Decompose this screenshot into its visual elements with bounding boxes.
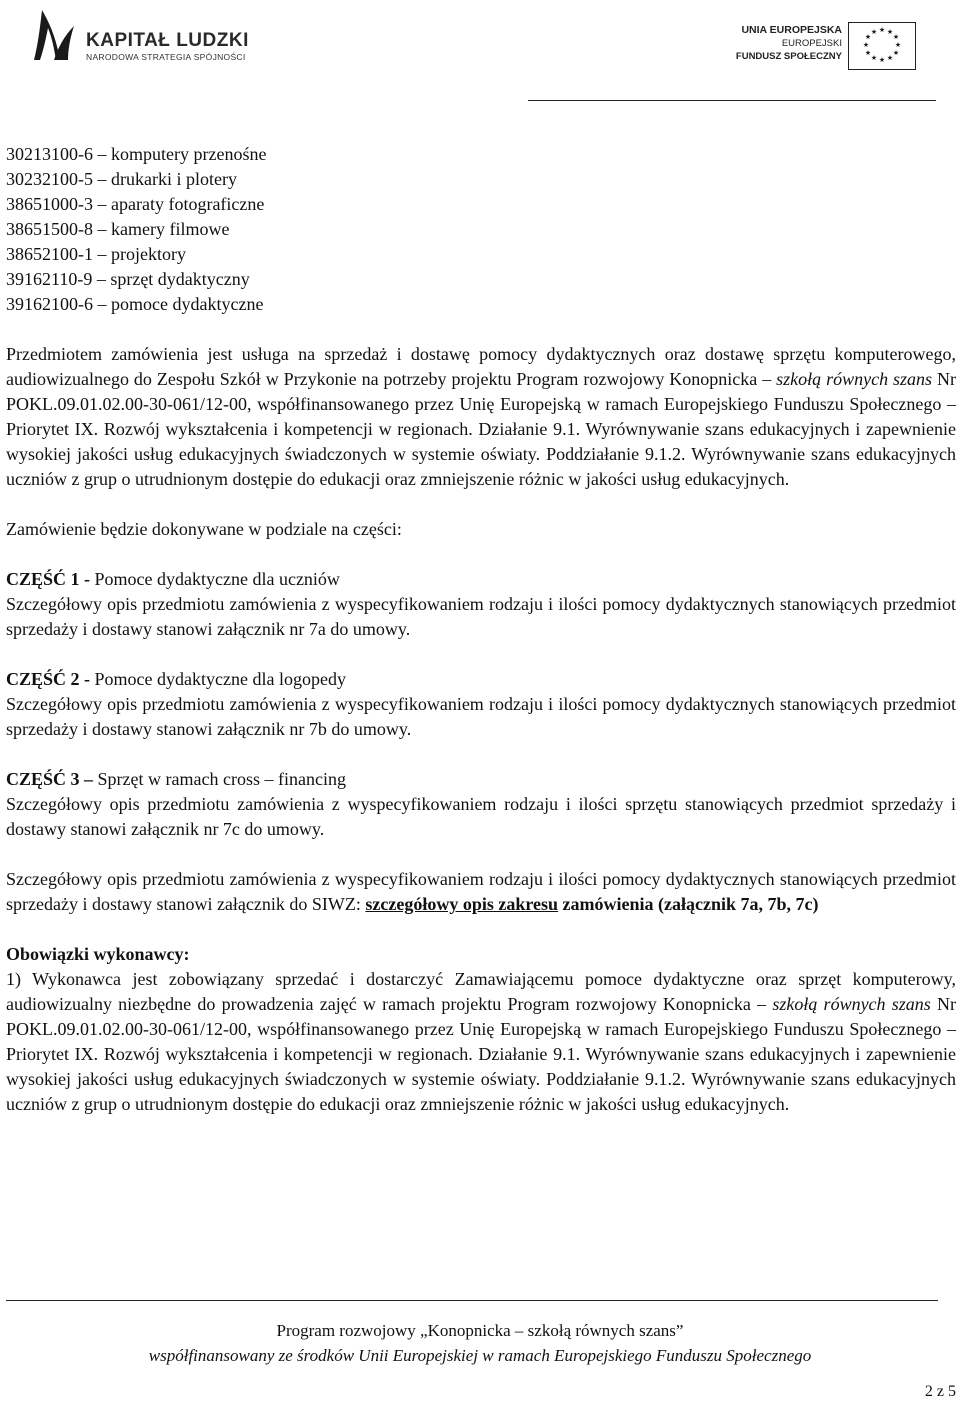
part-1-description: Szczegółowy opis przedmiotu zamówienia z wyspecyfikowaniem rodzaju i ilości pomocy dydaktycznych stanowiących przedmiot sprzedaży i dostawy stanowi załącznik nr 7a do umowy. <box>6 594 956 639</box>
list-item: 38651500-8 – kamery filmowe <box>6 219 230 239</box>
list-item: 38652100-1 – projektory <box>6 244 186 264</box>
division-paragraph: Zamówienie będzie dokonywane w podziale na części: <box>6 519 402 539</box>
part-3-section <box>6 767 956 842</box>
part-1-section <box>6 567 956 642</box>
document-body <box>6 142 956 1117</box>
eu-logo-line3: FUNDUSZ SPOŁECZNY <box>735 51 842 62</box>
eu-flag-icon <box>848 22 916 70</box>
siwz-paragraph <box>6 867 956 917</box>
obligations-text: 1) Wykonawca jest zobowiązany sprzedać i dostarczyć Zamawiającemu pomoce dydaktyczne oraz sprzęt komputerowy, audiowizualny niezbędne do prowadzenia zajęć w ramach projektu Program rozwojowy Konopnicka – <box>6 969 956 1014</box>
intro-text-cont: Nr POKL.09.01.02.00-30-061/12-00, współfinansowanego przez Unię Europejską w ramach Europejskiego Funduszu Społecznego – Priorytet IX. Rozwój wykształcenia i kompetencji w regionach. Działanie 9.1. Wyrównywanie szans edukacyjnych i zapewnienie wysokiej jakości usług edukacyjnych świadczonych w systemie oświaty. Poddziałanie 9.1.2. Wyrównywanie szans edukacyjnych uczniów z grup o utrudnionym dostępie do edukacji oraz zmniejszenie różnic w jakości usług edukacyjnych. <box>6 369 956 489</box>
list-item: 39162100-6 – pomoce dydaktyczne <box>6 294 264 314</box>
list-item: 30232100-5 – drukarki i plotery <box>6 169 237 189</box>
svg-text:★: ★ <box>892 49 900 57</box>
svg-text:★: ★ <box>864 49 872 57</box>
obligations-italic-text: szkołą równych szans <box>772 994 931 1014</box>
svg-text:★: ★ <box>864 33 872 41</box>
svg-text:★: ★ <box>862 41 870 49</box>
obligations-text-cont: Nr POKL.09.01.02.00-30-061/12-00, współfinansowanego przez Unię Europejską w ramach Europejskiego Funduszu Społecznego – Priorytet IX. Rozwój wykształcenia i kompetencji w regionach. Działanie 9.1. Wyrównywanie szans edukacyjnych i zapewnienie wysokiej jakości usług edukacyjnych świadczonych w systemie oświaty. Poddziałanie 9.1.2. Wyrównywanie szans edukacyjnych uczniów z grup o utrudnionym dostępie do edukacji oraz zmniejszenie różnic w jakości usług edukacyjnych. <box>6 994 956 1114</box>
intro-italic-text: szkołą równych szans <box>776 369 933 389</box>
svg-text:★: ★ <box>892 33 900 41</box>
left-logo-title: KAPITAŁ LUDZKI <box>86 30 249 51</box>
svg-text:★: ★ <box>870 54 878 62</box>
svg-text:★: ★ <box>894 41 902 49</box>
part-3-label: CZĘŚĆ 3 – <box>6 769 94 789</box>
kapital-ludzki-emblem-icon <box>30 4 80 64</box>
siwz-text: Szczegółowy opis przedmiotu zamówienia z wyspecyfikowaniem rodzaju i ilości pomocy dydaktycznych stanowiących przedmiot sprzedaży i dostawy stanowi załącznik do SIWZ: <box>6 869 956 914</box>
page-header <box>0 0 960 104</box>
intro-paragraph <box>6 342 956 492</box>
eu-logo-text <box>736 24 842 63</box>
svg-text:★: ★ <box>878 56 886 64</box>
page-footer <box>0 1318 960 1368</box>
footer-rule <box>6 1300 938 1301</box>
left-logo-subtitle: NARODOWA STRATEGIA SPÓJNOŚCI <box>86 52 246 62</box>
footer-line-1: Program rozwojowy „Konopnicka – szkołą równych szans” <box>276 1321 684 1340</box>
part-2-description: Szczegółowy opis przedmiotu zamówienia z wyspecyfikowaniem rodzaju i ilości pomocy dydaktycznych stanowiących przedmiot sprzedaży i dostawy stanowi załącznik nr 7b do umowy. <box>6 694 956 739</box>
list-item: 30213100-6 – komputery przenośne <box>6 144 267 164</box>
page-number: 2 z 5 <box>924 1383 956 1400</box>
kapital-ludzki-logo <box>30 4 290 68</box>
part-2-label: CZĘŚĆ 2 - <box>6 669 91 689</box>
eu-logo <box>698 22 938 72</box>
siwz-bold: zamówienia (załącznik 7a, 7b, 7c) <box>558 894 819 914</box>
intro-text: Przedmiotem zamówienia jest usługa na sprzedaż i dostawę pomocy dydaktycznych oraz dostawę sprzętu komputerowego, audiowizualnego do Zespołu Szkół w Przykonie na potrzeby projektu Program rozwojowy Konopnicka – <box>6 344 956 389</box>
part-2-title: Pomoce dydaktyczne dla logopedy <box>90 669 346 689</box>
obligations-paragraph <box>6 967 956 1117</box>
part-1-label: CZĘŚĆ 1 - <box>6 569 91 589</box>
svg-text:★: ★ <box>870 28 878 36</box>
svg-text:★: ★ <box>886 54 894 62</box>
svg-text:★: ★ <box>886 28 894 36</box>
part-1-title: Pomoce dydaktyczne dla uczniów <box>90 569 340 589</box>
part-3-title: Sprzęt w ramach cross – financing <box>93 769 346 789</box>
eu-logo-line1: UNIA EUROPEJSKA <box>741 24 842 36</box>
footer-line-2: współfinansowany ze środków Unii Europejskiej w ramach Europejskiego Funduszu Społecznego <box>148 1346 812 1365</box>
list-item: 38651000-3 – aparaty fotograficzne <box>6 194 265 214</box>
cpv-code-list <box>6 142 956 317</box>
eu-logo-line2: EUROPEJSKI <box>781 38 842 49</box>
siwz-bold-underlined: szczegółowy opis zakresu <box>365 894 559 914</box>
part-3-description: Szczegółowy opis przedmiotu zamówienia z wyspecyfikowaniem rodzaju i ilości sprzętu stanowiących przedmiot sprzedaży i dostawy stanowi załącznik nr 7c do umowy. <box>6 794 956 839</box>
header-rule <box>528 100 936 101</box>
obligations-heading: Obowiązki wykonawcy: <box>6 944 190 964</box>
svg-text:★: ★ <box>878 26 886 34</box>
list-item: 39162110-9 – sprzęt dydaktyczny <box>6 269 250 289</box>
part-2-section <box>6 667 956 742</box>
